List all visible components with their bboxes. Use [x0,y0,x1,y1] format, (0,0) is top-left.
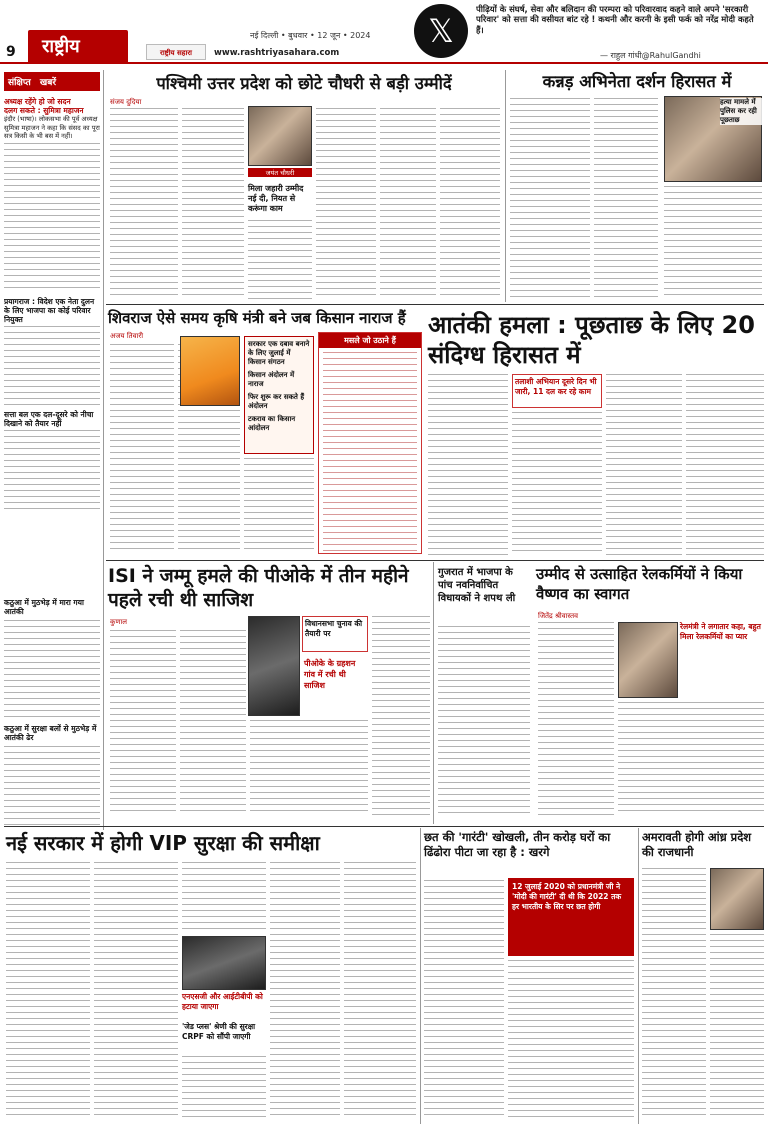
vip-side-box2: 'जेड प्लस' श्रेणी की सुरक्षा CRPF को सौंपी जाएगी [182,1022,256,1041]
sidebar-item-title: कठुआ में मुठभेड़ में मारा गया आतंकी [4,598,84,616]
section-logo [28,30,128,64]
up-column [182,108,244,300]
kharge-headline: छत की 'गारंटी' खोखली, तीन करोड़ घरों का ढिंढोरा पीटा जा रहा है : खरगे [424,830,611,859]
up-headline: पश्चिमी उत्तर प्रदेश को छोटे चौधरी से बड़ी उम्मीदें [156,74,452,93]
amaravati-column [642,868,706,1120]
isi-box: विधानसभा चुनाव की तैयारी पर [302,616,368,652]
section-divider [4,826,764,827]
kannada-column [510,98,590,298]
rail-byline: जितेंद्र श्रीवास्तव [538,612,579,620]
up-column [316,108,376,300]
isi-photo [248,616,300,716]
column-divider [420,828,421,1124]
rail-photo [618,622,678,698]
vip-column [6,862,90,1120]
sidebar-heading [4,72,100,91]
isi-box2: पीओके के ग्रहशन गांव में रची थी साजिश [304,659,356,690]
up-column [440,108,500,300]
amaravati-headline: अमरावती होगी आंध्र प्रदेश की राजधानी [642,830,752,859]
sidebar-text-lines [4,326,100,406]
up-column [110,108,178,300]
shivraj-issues-lines [323,352,417,552]
isi-column [250,720,368,816]
rail-headline: उम्मीद से उत्साहित रेलकर्मियों ने किया वैष्णव का स्वागत [536,565,743,603]
sidebar-heading-text2: खबरें [39,78,57,88]
up-byline: संजय दुदिया [110,98,142,106]
isi-column [180,630,246,816]
terror-column [428,374,508,556]
website-link[interactable]: www.rashtriyasahara.com [214,48,340,58]
page-number: 9 [6,44,16,60]
sidebar-text-lines [4,430,100,510]
vip-column [270,862,340,1120]
isi-byline: कुणाल [110,618,127,626]
up-column [248,220,312,300]
shivraj-box-item: फिर शुरू कर सकते हैं अंदोलन [248,393,305,410]
shivraj-issues-heading: मसले जो उठाने हैं [319,333,421,348]
amaravati-column [710,934,764,1120]
kannada-column [664,186,762,298]
kharge-column [508,960,634,1120]
vip-column [182,1056,266,1120]
sidebar-item-title: दलग सकते : सुमित्रा महाजन [4,106,84,115]
kharge-box: 12 जुलाई 2020 को प्रधानमंत्री जी ने 'मोदी की गारंटी' दी थी कि 2022 तक हर भारतीय के सिर पर छत होगी [508,878,634,956]
kannada-photo-caption: हत्या मामले में पुलिस कर रही पूछताछ [720,98,762,125]
shivraj-column [244,458,314,554]
header-quote: पीढ़ियों के संघर्ष, सेवा और बलिदान की परम्परा को परिवारवाद कहने वाले अपने 'सरकारी परिवार' को सत्ता की वसीयत बांट रहे ! कथनी और करनी के इसी फर्क को नरेंद्र मोदी कहते हैं। [476,4,754,35]
vip-column [94,862,178,1120]
shivraj-headline: शिवराज ऐसे समय कृषि मंत्री बने जब किसान नाराज हैं [108,309,406,327]
terror-highlight: तलाशी अभियान दूसरे दिन भी जारी, 11 दल कर रहे काम [512,374,602,408]
up-column [380,108,436,300]
up-photo [248,106,312,166]
paper-name: राष्ट्रीय सहारा [159,49,192,57]
section-divider [106,304,764,305]
quote-author: — राहुल गांधी@RahulGandhi [600,51,701,60]
vip-column [182,862,266,932]
sidebar-item-title: प्रयागराज : विदेश एक नेता दुलन के लिए भाजपा का कोई परिवार नियुक्त [4,297,95,324]
sidebar-item-title: अध्यक्ष रहेंगे हो जो सदन [4,97,71,106]
sidebar-heading-text: संक्षिप्त [8,78,31,88]
isi-column [110,630,176,816]
terror-column [686,374,764,556]
dateline: नई दिल्ली • बुधवार • 12 जून • 2024 [250,31,371,40]
vip-headline: नई सरकार में होगी VIP सुरक्षा की समीक्षा [6,831,320,855]
kharge-column [424,880,504,1120]
shivraj-column [110,344,174,554]
shivraj-box-item: सरकार एक दबाव बनाने के लिए जुलाई में किसान संगठन [248,340,310,366]
sidebar-text-lines [4,620,100,720]
terror-headline: आतंकी हमला : पूछताछ के लिए 20 संदिग्ध हिरासत में [428,311,755,369]
column-divider [103,70,104,830]
isi-column [372,616,430,816]
amaravati-photo [710,868,764,930]
x-logo-icon: 𝕏 [414,4,468,58]
gujarat-column [438,626,530,816]
rail-photo-caption: रेलमंत्री ने लगातार कहा, बहुत मिला रेलकर्मियों का प्यार [680,622,761,641]
gujarat-headline: गुजरात में भाजपा के पांच नवनिर्वाचित विधायकों ने शपथ ली [438,567,516,604]
paper-logo [146,44,206,60]
vip-column [344,862,416,1120]
shivraj-box [244,336,314,454]
terror-column [512,412,602,556]
kannada-headline: कन्नड़ अभिनेता दर्शन हिरासत में [542,72,732,91]
section-title: राष्ट्रीय [42,36,80,57]
rail-column [618,702,764,816]
vip-side-box: एनएसजी और आईटीबीपी को हटाया जाएगा [182,992,263,1011]
sidebar-text-lines [4,143,100,293]
sidebar-item-title: कठुआ में सुरक्षा बलों से मुठभेड़ में आतंकी ढेर [4,724,97,742]
sidebar-item-title: सत्ता बल एक दल-दूसरे को नीचा दिखाने को तैयार नहीं [4,410,94,428]
column-divider [638,828,639,1124]
shivraj-box-item: टकराव का किसान आंदोलन [248,415,296,432]
sidebar [4,72,100,592]
sidebar-text-lines [4,746,100,826]
isi-headline: ISI ने जम्मू हमले की पीओके में तीन महीने पहले रची थी साजिश [108,565,409,611]
shivraj-box-item: किसान अंदोलन में नाराज [248,371,295,388]
sidebar-item-text: इंदौर (भाषा)। लोकसभा की पूर्व अध्यक्ष सुमित्रा महाजन ने कहा कि संसद का पूरा सत्र किसी के भी बस में नहीं। [4,115,100,141]
up-subhead: मिला जहारी उम्मीद नई दी, नियत से करूंगा काम [248,184,304,213]
up-photo-caption: जयंत चौधरी [248,168,312,177]
vip-photo [182,936,266,990]
shivraj-photo [180,336,240,406]
kannada-column [594,98,658,298]
shivraj-issues-box [318,332,422,554]
section-divider [106,560,764,561]
shivraj-byline: अजय तिवारी [110,332,144,340]
column-divider [505,70,506,302]
terror-column [606,374,682,556]
column-divider [433,562,434,824]
rail-column [538,622,614,816]
